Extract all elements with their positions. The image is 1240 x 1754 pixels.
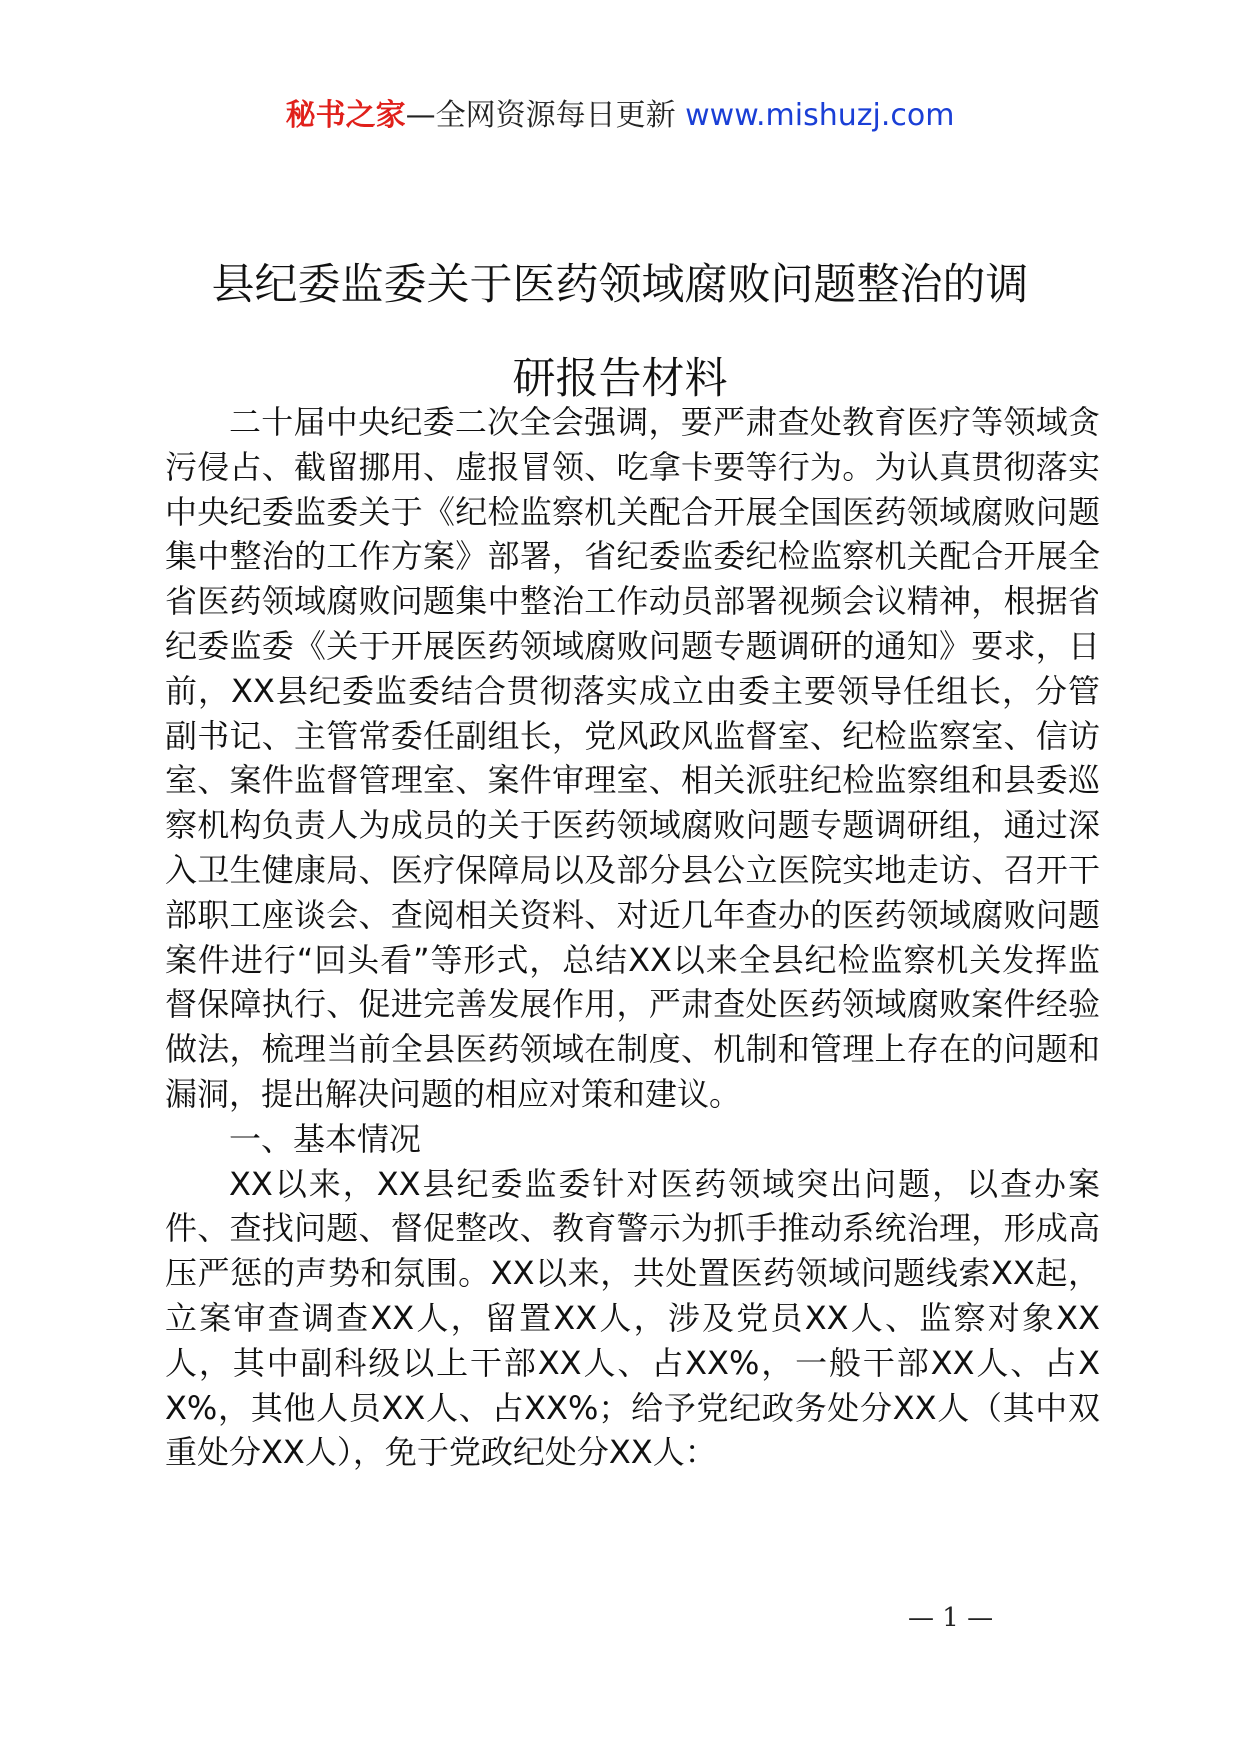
- site-banner: [0, 96, 1240, 136]
- body-paragraph: XX以来，XX县纪委监委针对医药领域突出问题，以查办案件、查找问题、督促整改、教育警示为抓手推动系统治理，形成高压严惩的声势和氛围。XX以来，共处置医药领域问题线索XX起，立案审查调查XX人，留置XX人，涉及党员XX人、监察对象XX人，其中副科级以上干部XX人、占XX%，一般干部XX人、占XX%，其他人员XX人、占XX%；给予党纪政务处分XX人（其中双重处分XX人），免于党政纪处分XX人：: [165, 1164, 1100, 1472]
- brand-name: 秘书之家: [285, 98, 406, 133]
- section-heading: 一、基本情况: [229, 1119, 422, 1158]
- title-line-2: 研报告材料: [512, 354, 728, 404]
- title-line-1: 县纪委监委关于医药领域腐败问题整治的调: [211, 260, 1029, 310]
- document-body: [165, 400, 1100, 1475]
- banner-tagline: —全网资源每日更新: [405, 98, 686, 133]
- body-paragraph: 二十届中央纪委二次全会强调，要严肃查处教育医疗等领域贪污侵占、截留挪用、虚报冒领、吃拿卡要等行为。为认真贯彻落实中央纪委监委关于《纪检监察机关配合开展全国医药领域腐败问题集中整治的工作方案》部署，省纪委监委纪检监察机关配合开展全省医药领域腐败问题集中整治工作动员部署视频会议精神，根据省纪委监委《关于开展医药领域腐败问题专题调研的通知》要求，日前，XX县纪委监委结合贯彻落实成立由委主要领导任组长，分管副书记、主管常委任副组长，党风政风监督室、纪检监察室、信访室、案件监督管理室、案件审理室、相关派驻纪检监察组和县委巡察机构负责人为成员的关于医药领域腐败问题专题调研组，通过深入卫生健康局、医疗保障局以及部分县公立医院实地走访、召开干部职工座谈会、查阅相关资料、对近几年查办的医药领域腐败问题案件进行“回头看”等形式，总结XX以来全县纪检监察机关发挥监督保障执行、促进完善发展作用，严肃查处医药领域腐败案件经验做法，梳理当前全县医药领域在制度、机制和管理上存在的问题和漏洞，提出解决问题的相应对策和建议。: [165, 403, 1100, 1113]
- banner-url: www.mishuzj.com: [685, 98, 955, 133]
- page-number: — 1 —: [908, 1603, 994, 1633]
- document-title: [150, 238, 1090, 426]
